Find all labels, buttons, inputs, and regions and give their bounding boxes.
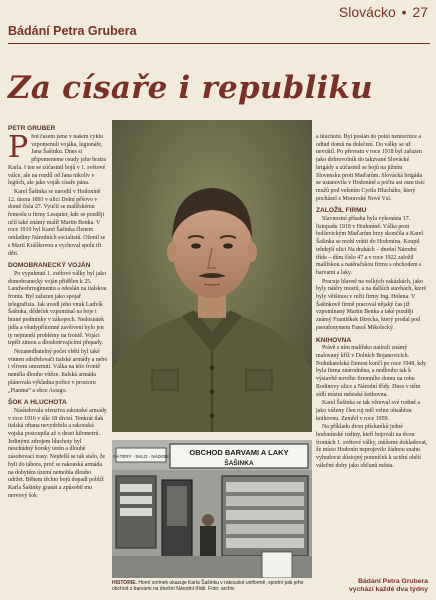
- caption-label: HISTORIE.: [112, 580, 137, 586]
- column-paragraph: Karel Šašinka se narodil v Hodoníně 12. února 1893 v ulici Dolní pěšovo v domě čísla 27. Vyučil se malířskému řemeslu u firmy Lesquier, kde se později učil také známý malíř Martin Benka. V roce 1910 byl Karel Šašinka členem omladiny Národních socialistů. Oženil se s Marií Králíkovou a vychoval spolu tři děti.: [8, 188, 106, 257]
- portrait-illustration: [112, 120, 312, 432]
- caption-credit: Foto: archiv: [208, 586, 235, 592]
- left-text-column: [8, 134, 108, 590]
- column-paragraph: a hluchotu. Byl poslán do polní nemocnice a odtud domů na dolečení. Do války se už nevrátil. Po převratu v roce 1918 byl zařazen jako dobrovolník do takzvané Slovácké brigády a zúčastnil se bojů na jižním Slovensku proti Maďarům. Slovácká brigáda se ustanovila v Hodoníně a počtu asi osm tisíc mužů pod velením Cyrila Hlucháho, který pocházel z Moravské Nové Vsi.: [316, 134, 425, 202]
- rubric-divider: [8, 43, 430, 44]
- column-paragraph: Pracuje hlavně na velkých zakázkách, jako byly nátěry mostů, a na dalších stavbách, které byly většinou v režii firmy Ing. Holena. V Šašinkově firmě pracoval nějaký čas již vzpomínaný Martin Benka a také později známý Františkek Ištrecka, který prodal pod pseudonymem Fanoš Mikolecký.: [316, 278, 427, 331]
- article-author: PETR GRUBER: [8, 125, 56, 132]
- photo-caption: [112, 580, 312, 592]
- shop-left-sign-text: NÁTĚRY · SKLO · NÁDOBÍ: [113, 454, 169, 459]
- paragraph-text: řed časem jsme v našem cyklu vzpomenuli vojáka, legionáře, Jana Šašinku. Dnes si připomeneme osudy jeho bratra Karla. I ten se zúčastnil bojů v 1. světové válce, ale na rozdíl od Jana nikoliv v legiích, ale jako voják císaře pána.: [8, 134, 106, 187]
- portrait-photo: [112, 120, 312, 432]
- page-header: [339, 4, 428, 20]
- column-paragraph: Po vypuknutí 1. světové války byl jako domobranecký voján přidělen k 25. Landwehrregimentu a odeslán na italskou frontu. Byl zařazen jako spojař telegrafista. Jak uvedl jeho vnuk Ludvík Šašinka, dědeček vzpomínal na boje i hrané podmínky v zákopech. Nedostatek jídla a všudypřítomné zavšivení bylo jen ty nejmenší problémy na frontě. Vojáci trpěli zimou a dlouhotrvajícími přepady.: [8, 270, 107, 347]
- column-paragraph: Nezanedbatelný počet obětí byl také vinnen odstřelovači italské armády a nebo i vlivem umrznutí. Válka na této frontě neměla dlouho vítěze. Italská armáda plánovala výkladna pořice v prostoru „Pianina“ a obce Asiago.: [8, 348, 108, 394]
- column-subheading: DOMOBRANECKÝ VOJÁN: [8, 262, 91, 270]
- footer-line-2: vychází každé dva týdny: [349, 586, 428, 593]
- caption-text: Horní snímek ukazuje Karla Šašinku v rakouské uniformě, spodní pak jeho obchod s barvami na dnešní Národní třídě.: [112, 580, 304, 592]
- series-footer-note: [320, 578, 428, 594]
- shop-sign-text: OBCHOD BARVAMI A LAKY: [189, 448, 289, 457]
- shop-sign-name: ŠAŠINKA: [224, 460, 254, 467]
- drop-cap: P: [8, 134, 29, 165]
- page-number: 27: [412, 4, 428, 20]
- footer-line-1: Bádání Petra Grubera: [358, 578, 428, 585]
- shop-illustration: [112, 440, 312, 578]
- column-paragraph: Na příkladu dvou přísluníků jedné hodonínské rodiny, kteří bojovali na dvou frontách 1. světové války, můžeme dokladovat, že místo Hodonín neprojevilo žádnou snahu vybudovat důstojný pomníček k uctění obětí válečné doby jako občanů města.: [316, 424, 428, 469]
- column-paragraph: Slavnostní přísaha byla vykonána 17. listopadu 1918 v Hodoníně. Válka proti bolševickým Maďarům brzy skončila a Karel Šašinka se mohl vrátit do Hodonína. Koupil tehdejší ulici Na drahách – dnešní Národní třída – dům číslo 47 a v roce 1922 založil malířskou a natěračskou firmu s obchodem s barvami a laky.: [316, 216, 424, 276]
- column-paragraph: Karel Šašinka se tak věnoval své rodině a jako váženy člen ruj měl velmi obsáhlou knihovnu. Zemřel v roce 1959.: [316, 400, 420, 422]
- column-subheading: KNIHOVNA: [316, 336, 352, 344]
- column-paragraph: Následovala ofenziva rakouské armády v roce 1916 v síle 18 divizí. Tenkrát tlak italská ořtana nevydržela a rakouská vojska postoupila až o deset kilometrů. Jedinými zdrojem hluchoty byl neschůdný horský terén a dlouhé zásobovací trasy. Nejdelší se tak stalo, že byli do tábora, proč se rakouská armáda na dobytém území nemohla dlouho udržet. Během těchto bojů dopadl poblíž Karla Šašinky granát a způsobil mu nervový šok: [8, 407, 107, 499]
- article-headline: Za císaře i republiku: [8, 70, 373, 106]
- column-subheading: ŠOK A HLUCHOTA: [8, 399, 67, 407]
- series-rubric: Bádání Petra Grubera: [8, 24, 137, 38]
- column-paragraph: Právě s ním malířsko natírali známý malovaný kříž v Dolních Bojanovicích. Podnikatelská činnost končí po roce 1948, kdy byla firma znárodněna, a nedlouho tak k výstavbě nového firemního domu na rohu Rodinovy ulice a Národní třídy. Dnes v něm sídlí místní městská knihovna.: [316, 345, 427, 398]
- column-subheading: ZALOŽIL FIRMU: [316, 207, 367, 215]
- section-name: Slovácko: [338, 4, 396, 20]
- column-paragraph: [8, 134, 108, 188]
- shop-photo: [112, 440, 312, 578]
- right-text-column: [316, 134, 428, 574]
- header-separator: •: [401, 4, 407, 20]
